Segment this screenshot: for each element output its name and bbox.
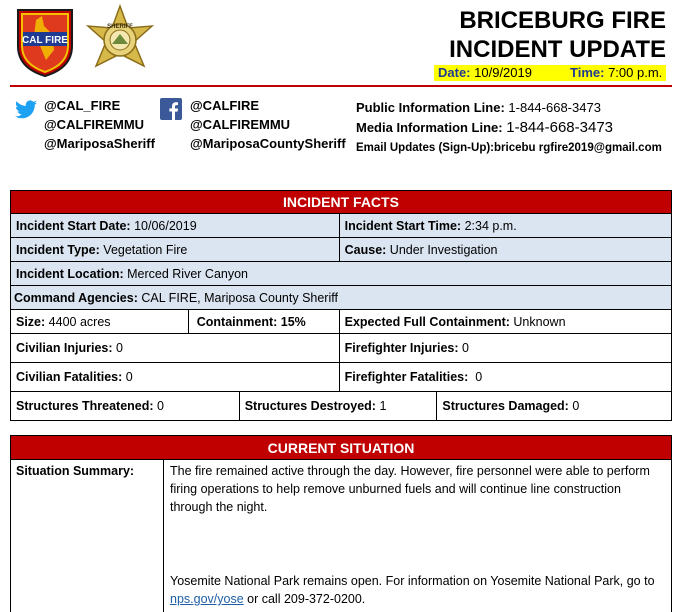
cal-fire-logo [14, 6, 76, 78]
incident-type-label: Incident Type: [16, 242, 100, 257]
expected-containment-value: Unknown [513, 314, 566, 329]
cal-fire-logo-text: CAL FIRE [22, 35, 68, 46]
situation-paragraph-2-tail: or call 209-372-0200. [243, 592, 366, 606]
firefighter-injuries-cell [339, 334, 671, 363]
size-cell [11, 310, 189, 334]
contact-info [356, 98, 662, 158]
situation-paragraph-1: The fire remained active through the day. However, fire personnel were able to perform firing operations to help remove unburned fuels and will continue line construction through the night. [170, 464, 650, 514]
twitter-handle-2[interactable]: @CALFIREMMU [44, 117, 145, 132]
size-value: 4400 acres [48, 314, 111, 329]
firefighter-fatalities-label: Firefighter Fatalities: [344, 370, 469, 384]
email-updates-value[interactable]: bricebu rgfire2019@gmail.com [494, 142, 662, 154]
media-info-label: Media Information Line: [356, 120, 503, 135]
facebook-icon [160, 98, 182, 120]
incident-facts-heading-row [11, 191, 672, 214]
date-field [438, 65, 532, 81]
current-situation-heading: CURRENT SITUATION [11, 436, 672, 460]
structures-threatened-cell [11, 392, 240, 421]
expected-containment-label: Expected Full Containment: [344, 314, 510, 329]
firefighter-injuries-value: 0 [462, 341, 469, 355]
twitter-handles [14, 96, 155, 153]
time-field [570, 65, 662, 81]
incident-facts-table [10, 190, 672, 421]
time-label: Time: [570, 65, 605, 80]
structures-threatened-label: Structures Threatened: [16, 399, 154, 413]
structures-damaged-label: Structures Damaged: [442, 399, 569, 413]
page-title [449, 6, 666, 64]
facebook-handle-2[interactable]: @CALFIREMMU [190, 117, 291, 132]
civilian-fatalities-label: Civilian Fatalities: [16, 370, 123, 384]
table-row [11, 334, 672, 363]
table-row [11, 286, 672, 310]
civilian-fatalities-value: 0 [125, 370, 133, 384]
expected-containment-cell [339, 310, 671, 334]
start-date-cell [11, 214, 340, 238]
incident-location-cell [11, 262, 672, 286]
media-info-line [356, 118, 662, 138]
size-label: Size: [16, 314, 46, 329]
situation-paragraph-2 [170, 572, 665, 608]
nps-yose-link[interactable]: nps.gov/yose [170, 592, 244, 606]
structures-damaged-value: 0 [572, 399, 580, 413]
email-updates-label: Email Updates (Sign-Up): [356, 142, 495, 154]
current-situation-table [10, 435, 672, 612]
start-date-label: Incident Start Date: [16, 218, 131, 233]
structures-damaged-cell [437, 392, 672, 421]
start-time-value: 2:34 p.m. [464, 218, 517, 233]
table-row [11, 310, 672, 334]
structures-destroyed-value: 1 [379, 399, 387, 413]
title-line-1: BRICEBURG FIRE [459, 7, 666, 34]
public-info-label: Public Information Line: [356, 100, 505, 115]
firefighter-fatalities-value: 0 [475, 370, 483, 384]
civilian-injuries-value: 0 [116, 341, 123, 355]
date-label: Date: [438, 65, 471, 80]
table-row [11, 238, 672, 262]
situation-paragraph-2-text: Yosemite National Park remains open. For information on Yosemite National Park, go to [170, 574, 655, 588]
command-agencies-cell [11, 286, 672, 310]
cause-label: Cause: [344, 242, 387, 257]
incident-location-label: Incident Location: [16, 266, 124, 281]
time-value: 7:00 p.m. [608, 65, 663, 80]
civilian-injuries-label: Civilian Injuries: [16, 341, 113, 355]
situation-summary-label: Situation Summary: [11, 460, 164, 612]
situation-summary-body [164, 460, 672, 612]
public-info-value[interactable]: 1-844-668-3473 [508, 100, 601, 115]
structures-threatened-value: 0 [157, 399, 164, 413]
structures-destroyed-label: Structures Destroyed: [244, 399, 376, 413]
civilian-fatalities-cell [11, 363, 340, 392]
start-time-label: Incident Start Time: [344, 218, 462, 233]
incident-location-value: Merced River Canyon [127, 266, 249, 281]
date-time-bar [434, 65, 666, 81]
cause-cell [339, 238, 671, 262]
start-date-value: 10/06/2019 [134, 218, 197, 233]
command-agencies-value: CAL FIRE, Mariposa County Sheriff [141, 290, 338, 305]
title-line-2: INCIDENT UPDATE [449, 36, 666, 63]
table-row [11, 262, 672, 286]
current-situation-heading-row [11, 436, 672, 460]
containment-cell: Containment: 15% [188, 310, 339, 334]
public-info-line [356, 98, 662, 118]
media-info-value[interactable]: 1-844-668-3473 [506, 119, 614, 136]
facebook-handle-1[interactable]: @CALFIRE [190, 98, 260, 113]
facebook-handles [160, 96, 346, 153]
email-updates-line [356, 138, 662, 158]
incident-type-value: Vegetation Fire [103, 242, 188, 257]
firefighter-fatalities-cell [339, 363, 671, 392]
twitter-icon [14, 98, 38, 122]
firefighter-injuries-label: Firefighter Injuries: [344, 341, 459, 355]
date-value: 10/9/2019 [474, 65, 532, 80]
structures-destroyed-cell [239, 392, 437, 421]
table-row [11, 363, 672, 392]
start-time-cell [339, 214, 671, 238]
incident-type-cell [11, 238, 340, 262]
twitter-handle-1[interactable]: @CAL_FIRE [44, 98, 121, 113]
situation-summary-row [11, 460, 672, 612]
civilian-injuries-cell [11, 334, 340, 363]
twitter-handle-3[interactable]: @MariposaSheriff [44, 136, 155, 151]
table-row [11, 214, 672, 238]
table-row [11, 392, 672, 421]
sheriff-badge-logo [82, 4, 158, 80]
header-divider [10, 85, 672, 87]
sheriff-logo-text: SHERIFF [107, 24, 133, 30]
incident-facts-heading: INCIDENT FACTS [11, 191, 672, 214]
facebook-handle-3[interactable]: @MariposaCountySheriff [190, 136, 346, 151]
command-agencies-label: Command Agencies: [14, 290, 138, 305]
cause-value: Under Investigation [389, 242, 498, 257]
